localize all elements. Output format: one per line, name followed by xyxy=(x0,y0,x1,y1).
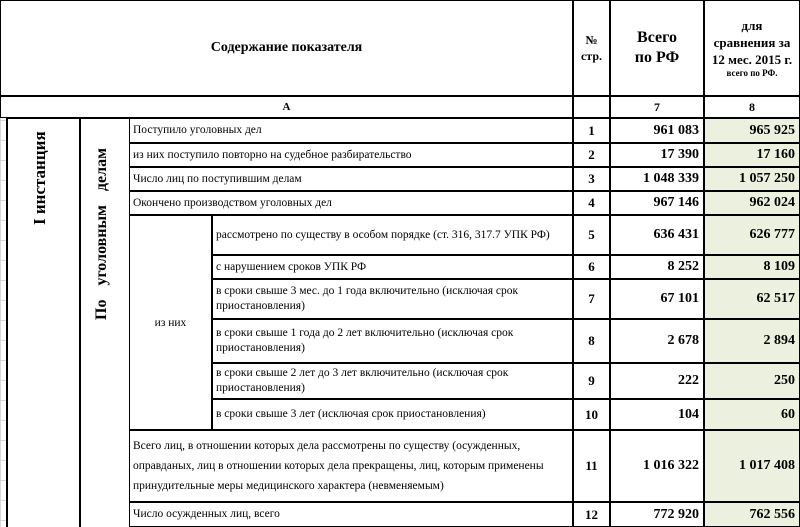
row-label-10: в сроки свыше 3 лет (исключая срок приостановления) xyxy=(212,399,573,430)
row-number-3: 3 xyxy=(573,167,610,191)
row-number-12: 12 xyxy=(573,502,610,527)
row-total-6: 8 252 xyxy=(610,255,704,279)
subheader-col-8: 8 xyxy=(704,96,800,118)
row-number-5: 5 xyxy=(573,215,610,255)
row-comparison-8: 2 894 xyxy=(704,319,800,363)
divider-rule xyxy=(703,0,705,527)
header-comparison-label: для сравнения за 12 мес. 2015 г. xyxy=(711,18,793,67)
row-comparison-11: 1 017 408 xyxy=(704,430,800,502)
row-total-8: 2 678 xyxy=(610,319,704,363)
row-number-6: 6 xyxy=(573,255,610,279)
row-total-2: 17 390 xyxy=(610,143,704,167)
row-total-5: 636 431 xyxy=(610,215,704,255)
subheader-row-number xyxy=(573,96,610,118)
row-number-2: 2 xyxy=(573,143,610,167)
row-number-8: 8 xyxy=(573,319,610,363)
row-comparison-5: 626 777 xyxy=(704,215,800,255)
instance-label: I инстанция xyxy=(30,131,49,225)
row-comparison-9: 250 xyxy=(704,363,800,399)
row-number-1: 1 xyxy=(573,118,610,143)
header-total: Всего по РФ xyxy=(610,0,704,96)
row-number-7: 7 xyxy=(573,279,610,319)
row-number-10: 10 xyxy=(573,399,610,430)
row-total-1: 961 083 xyxy=(610,118,704,143)
row-label-3: Число лиц по поступившим делам xyxy=(129,167,573,191)
row-comparison-12: 762 556 xyxy=(704,502,800,527)
header-content-title: Содержание показателя xyxy=(0,0,573,96)
row-comparison-3: 1 057 250 xyxy=(704,167,800,191)
subheader-col-7: 7 xyxy=(610,96,704,118)
row-total-7: 67 101 xyxy=(610,279,704,319)
row-label-5: рассмотрено по существу в особом порядке (ст. 316, 317.7 УПК РФ) xyxy=(212,215,573,255)
of-them-label: из них xyxy=(154,316,187,329)
row-label-7: в сроки свыше 3 мес. до 1 года включительно (исключая срок приостановления) xyxy=(212,279,573,319)
row-label-8: в сроки свыше 1 года до 2 лет включительно (исключая срок приостановления) xyxy=(212,319,573,363)
divider-rule xyxy=(609,0,611,527)
row-label-4: Окончено производством уголовных дел xyxy=(129,191,573,215)
row-label-1: Поступило уголовных дел xyxy=(129,118,573,143)
criminal-label-cell xyxy=(79,118,129,527)
row-total-9: 222 xyxy=(610,363,704,399)
row-number-9: 9 xyxy=(573,363,610,399)
row-comparison-1: 965 925 xyxy=(704,118,800,143)
row-comparison-4: 962 024 xyxy=(704,191,800,215)
criminal-label: По уголовным делам xyxy=(93,148,110,320)
row-total-12: 772 920 xyxy=(610,502,704,527)
row-comparison-6: 8 109 xyxy=(704,255,800,279)
row-comparison-2: 17 160 xyxy=(704,143,800,167)
row-total-4: 967 146 xyxy=(610,191,704,215)
row-comparison-7: 62 517 xyxy=(704,279,800,319)
header-comparison xyxy=(704,0,800,96)
header-comparison-sub: всего по РФ. xyxy=(726,68,778,78)
row-total-11: 1 016 322 xyxy=(610,430,704,502)
instance-label-cell xyxy=(6,118,79,527)
row-label-12: Число осужденных лиц, всего xyxy=(129,502,573,527)
row-total-3: 1 048 339 xyxy=(610,167,704,191)
row-label-11: Всего лиц, в отношении которых дела рассмотрены по существу (осужденных, оправданых, лиц в отношении которых дела прекращены, лиц, которым применены принудительные меры медицинского характера (невменяемым) xyxy=(129,430,573,502)
row-number-11: 11 xyxy=(573,430,610,502)
row-number-4: 4 xyxy=(573,191,610,215)
row-label-9: в сроки свыше 2 лет до 3 лет включительно (исключая срок приостановления) xyxy=(212,363,573,399)
header-row-number: № стр. xyxy=(573,0,610,96)
divider-rule xyxy=(572,0,574,527)
of-them-group-cell xyxy=(129,215,212,430)
row-total-10: 104 xyxy=(610,399,704,430)
subheader-col-a: А xyxy=(0,96,573,118)
row-label-2: из них поступило повторно на судебное разбирательство xyxy=(129,143,573,167)
row-label-6: с нарушением сроков УПК РФ xyxy=(212,255,573,279)
row-comparison-10: 60 xyxy=(704,399,800,430)
